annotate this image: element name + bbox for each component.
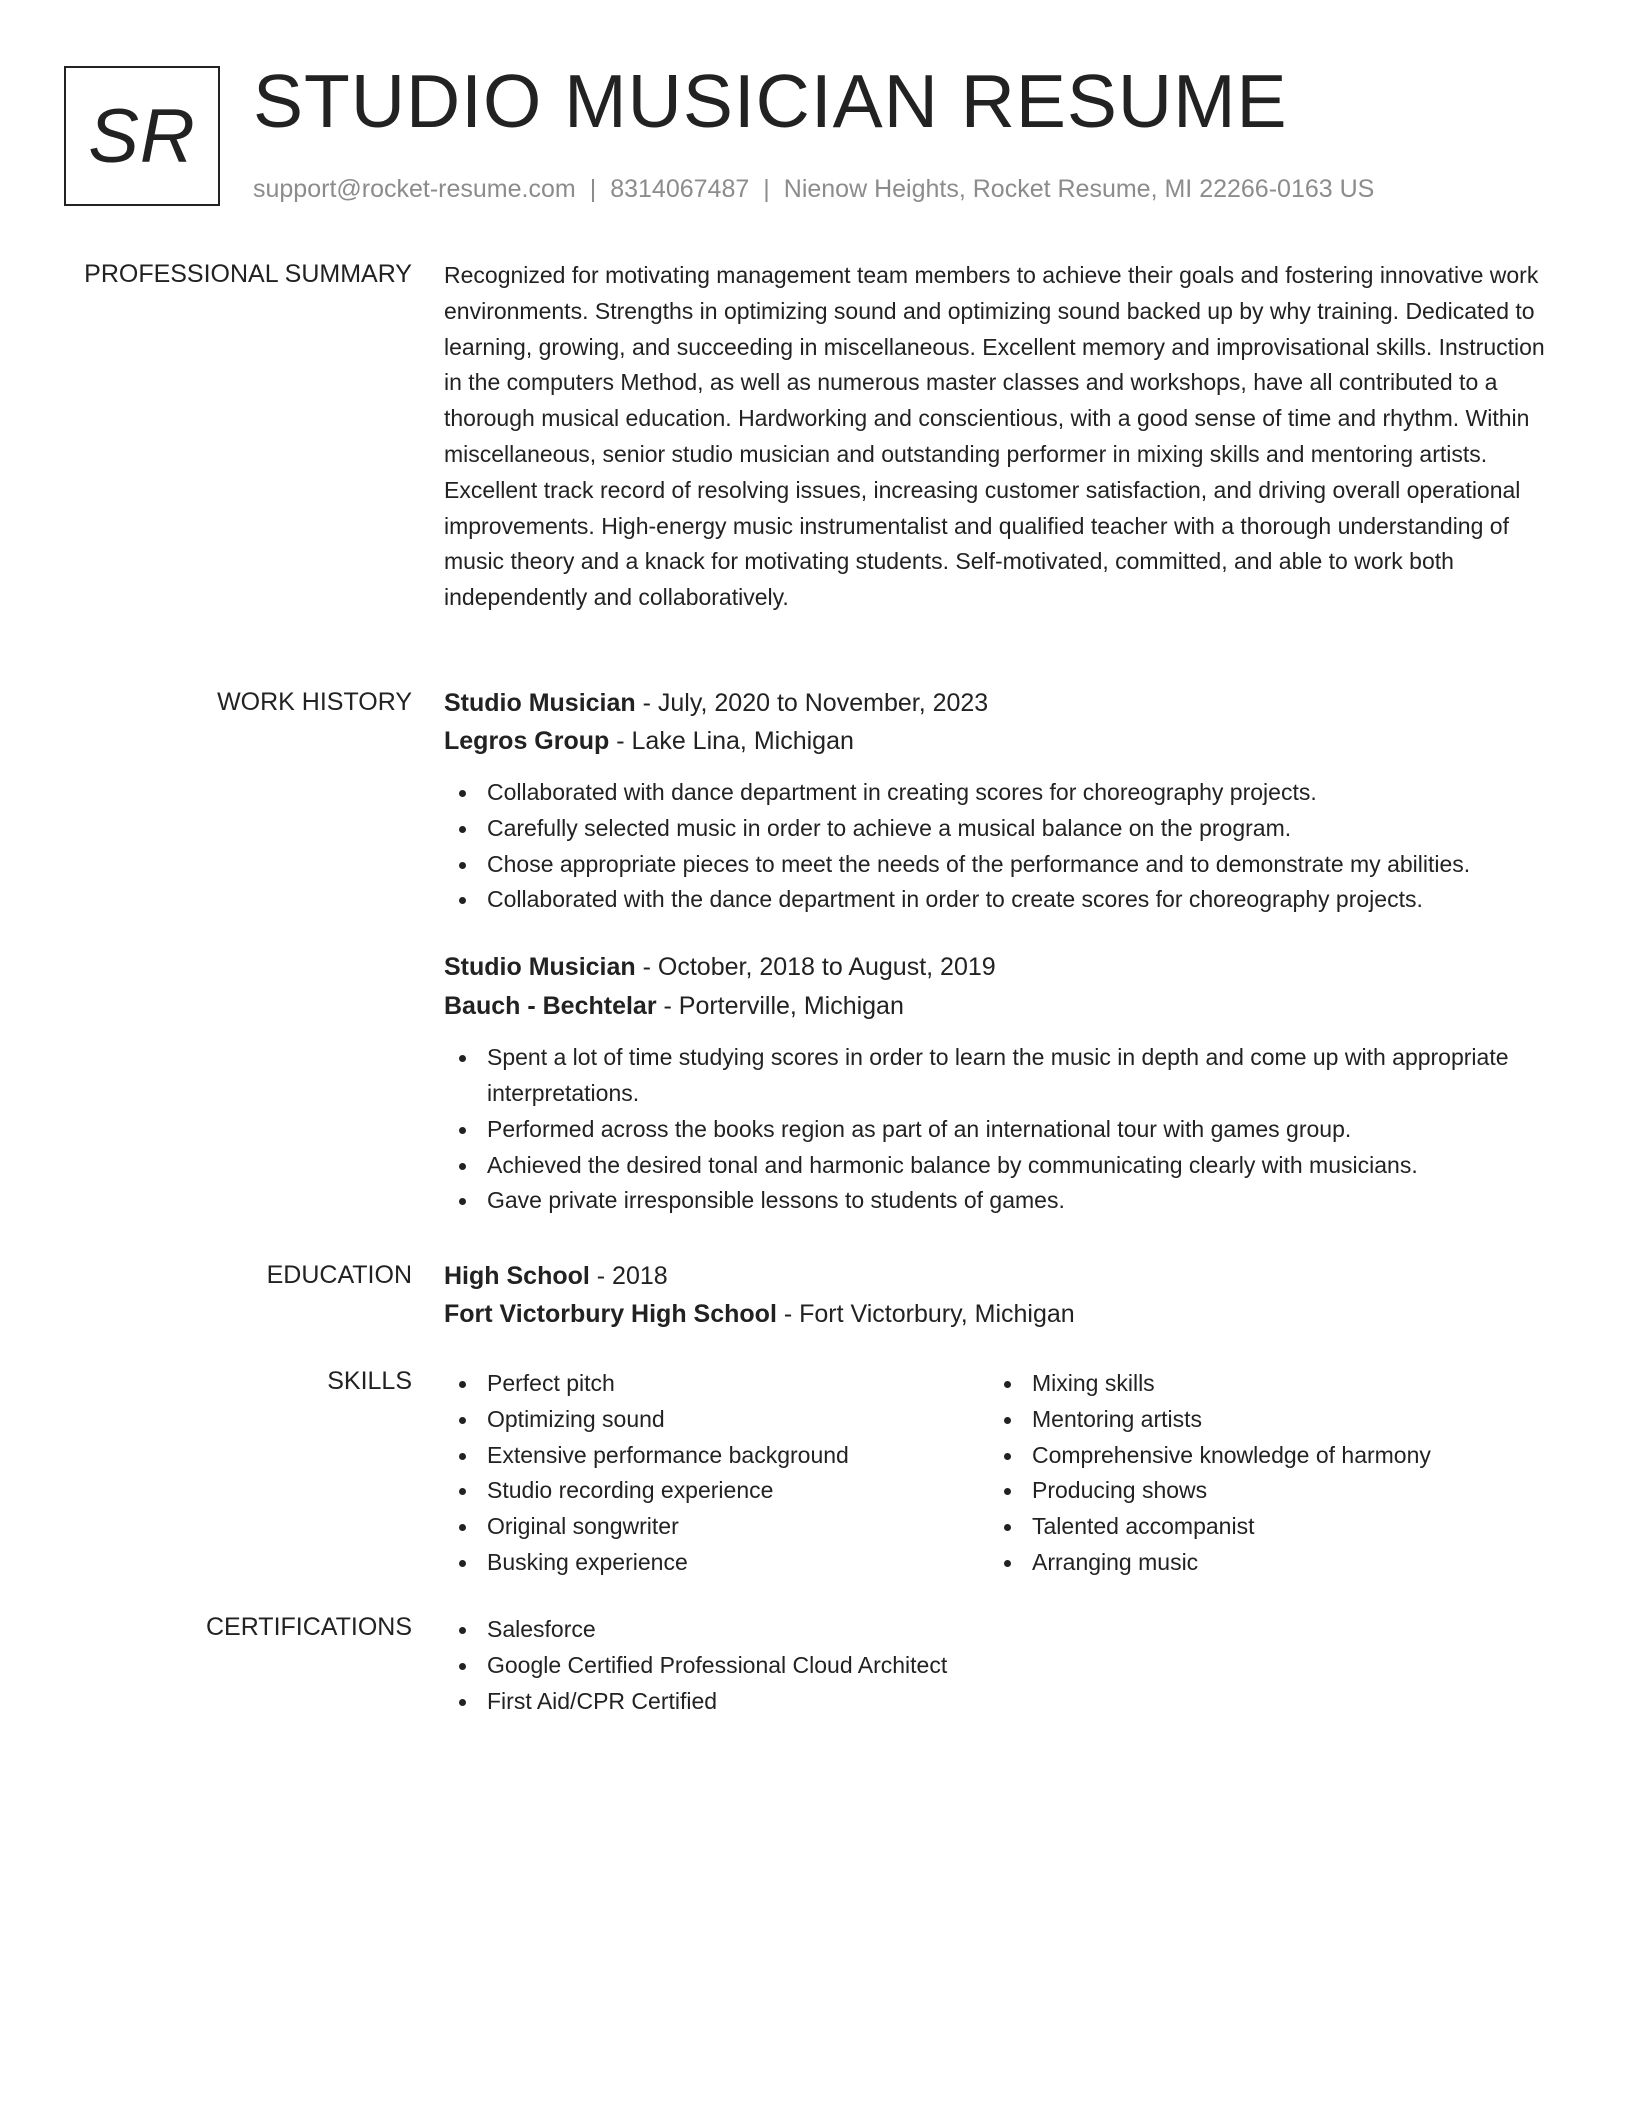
- contact-address: Nienow Heights, Rocket Resume, MI 22266-0163 US: [783, 175, 1375, 203]
- list-item: Producing shows: [989, 1473, 1509, 1509]
- education-location: - Fort Victorbury, Michigan: [776, 1300, 1075, 1328]
- job-company-line: [444, 988, 1554, 1024]
- list-item: Arranging music: [989, 1545, 1509, 1581]
- list-item: Mixing skills: [989, 1366, 1509, 1402]
- contact-separator: |: [589, 175, 597, 203]
- section-label-skills: SKILLS: [327, 1367, 412, 1395]
- job-bullets: [444, 1040, 1554, 1219]
- contact-email: support@rocket-resume.com: [253, 175, 576, 203]
- contact-separator: |: [763, 175, 770, 203]
- list-item: First Aid/CPR Certified: [444, 1684, 1554, 1720]
- job-company: Bauch - Bechtelar: [444, 992, 657, 1021]
- list-item: Chose appropriate pieces to meet the needs of the performance and to demonstrate my abilities.: [444, 847, 1554, 883]
- monogram-logo: SR: [64, 66, 220, 206]
- job-title-line: [444, 685, 1554, 721]
- list-item: Collaborated with the dance department in order to create scores for choreography projects.: [444, 882, 1554, 918]
- job-title: Studio Musician: [444, 689, 636, 717]
- list-item: Busking experience: [444, 1545, 964, 1581]
- education-degree: High School: [444, 1262, 590, 1290]
- job-company: Legros Group: [444, 727, 610, 755]
- job-company-line: [444, 723, 1554, 759]
- job-entry: [444, 949, 1554, 1219]
- list-item: Comprehensive knowledge of harmony: [989, 1438, 1509, 1474]
- education-body: [444, 1258, 1554, 1332]
- list-item: Gave private irresponsible lessons to students of games.: [444, 1183, 1554, 1219]
- list-item: Spent a lot of time studying scores in order to learn the music in depth and come up with appropriate interpretations.: [444, 1040, 1554, 1112]
- list-item: Extensive performance background: [444, 1438, 964, 1474]
- section-label-work-history: WORK HISTORY: [217, 688, 412, 716]
- section-label-education: EDUCATION: [266, 1261, 412, 1289]
- job-dates: - July, 2020 to November, 2023: [635, 689, 989, 717]
- job-title: Studio Musician: [444, 953, 636, 982]
- job-entry: [444, 685, 1554, 918]
- list-item: Perfect pitch: [444, 1366, 964, 1402]
- job-dates: - October, 2018 to August, 2019: [635, 953, 996, 982]
- education-degree-line: [444, 1258, 1554, 1294]
- list-item: Achieved the desired tonal and harmonic balance by communicating clearly with musicians.: [444, 1148, 1554, 1184]
- skills-list-right: [989, 1366, 1509, 1581]
- list-item: Collaborated with dance department in creating scores for choreography projects.: [444, 775, 1554, 811]
- list-item: Original songwriter: [444, 1509, 964, 1545]
- section-label-summary: PROFESSIONAL SUMMARY: [84, 260, 412, 288]
- list-item: Salesforce: [444, 1612, 1554, 1648]
- job-title-line: [444, 949, 1554, 985]
- contact-phone: 8314067487: [610, 175, 750, 203]
- skills-list-left: [444, 1366, 964, 1581]
- list-item: Carefully selected music in order to achieve a musical balance on the program.: [444, 811, 1554, 847]
- education-school-line: [444, 1296, 1554, 1332]
- list-item: Talented accompanist: [989, 1509, 1509, 1545]
- certifications-list: [444, 1612, 1554, 1719]
- summary-text: Recognized for motivating management team members to achieve their goals and fostering innovative work environments. Strengths in optimizing sound and optimizing sound backed up by why training. Dedicated to learning, growing, and succeeding in miscellaneous. Excellent memory and improvisational skills. Instruction in the computers Method, as well as numerous master classes and workshops, have all contributed to a thorough musical education. Hardworking and conscientious, with a good sense of time and rhythm. Within miscellaneous, senior studio musician and outstanding performer in mixing skills and mentoring artists. Excellent track record of resolving issues, increasing customer satisfaction, and driving overall operational improvements. High-energy music instrumentalist and qualified teacher with a thorough understanding of music theory and a knack for motivating students. Self-motivated, committed, and able to work both independently and collaboratively.: [444, 262, 1545, 611]
- job-bullets: [444, 775, 1554, 918]
- section-label-certifications: CERTIFICATIONS: [205, 1613, 412, 1641]
- summary-body: [444, 258, 1554, 616]
- education-school: Fort Victorbury High School: [444, 1300, 777, 1328]
- list-item: Optimizing sound: [444, 1402, 964, 1438]
- job-location: - Lake Lina, Michigan: [609, 727, 854, 755]
- list-item: Studio recording experience: [444, 1473, 964, 1509]
- list-item: Mentoring artists: [989, 1402, 1509, 1438]
- list-item: Google Certified Professional Cloud Architect: [444, 1648, 1554, 1684]
- list-item: Performed across the books region as part of an international tour with games group.: [444, 1112, 1554, 1148]
- certifications-body: [444, 1612, 1554, 1719]
- contact-line: [253, 172, 1374, 206]
- work-history-body: [444, 685, 1554, 1219]
- resume-title: STUDIO MUSICIAN RESUME: [253, 59, 1288, 143]
- education-year: - 2018: [589, 1262, 668, 1290]
- job-location: - Porterville, Michigan: [656, 992, 904, 1021]
